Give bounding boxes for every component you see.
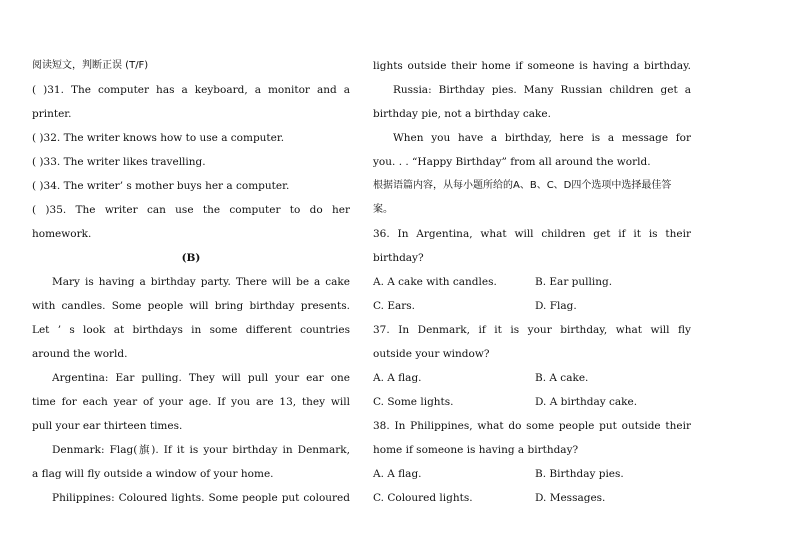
option-37-d: D. A birthday cake. — [535, 396, 638, 408]
passage-line: around the world. — [32, 348, 128, 360]
question-35-line-1: ( )35. The writer can use the computer to do her — [32, 204, 350, 216]
section-instruction-mc-end: 案。 — [373, 204, 393, 215]
passage-line: When you have a birthday, here is a message for — [393, 132, 691, 144]
section-instruction-tf: 阅读短文，判断正误 (T/F) — [32, 60, 149, 71]
option-37-b: B. A cake. — [535, 372, 589, 384]
question-31-line-1: ( )31. The computer has a keyboard, a monitor and a — [32, 84, 350, 96]
option-38-c: C. Coloured lights. — [373, 492, 473, 504]
option-36-c: C. Ears. — [373, 300, 416, 312]
section-instruction-mc: 根据语篇内容，从每小题所给的A、B、C、D四个选项中选择最佳答 — [373, 180, 672, 191]
passage-line: a flag will fly outside a window of your home. — [32, 468, 274, 480]
passage-b-heading: (B) — [181, 252, 201, 264]
passage-line: Let ’ s look at birthdays in some different countries — [32, 324, 350, 336]
passage-line: Philippines: Coloured lights. Some people put coloured — [52, 492, 350, 504]
question-36-line-1: 36. In Argentina, what will children get if it is their — [373, 228, 691, 240]
question-31-line-2: printer. — [32, 108, 72, 120]
passage-line: pull your ear thirteen times. — [32, 420, 183, 432]
option-38-d: D. Messages. — [535, 492, 606, 504]
passage-line: with candles. Some people will bring birthday presents. — [32, 300, 350, 312]
question-36-line-2: birthday? — [373, 252, 424, 264]
option-36-d: D. Flag. — [535, 300, 577, 312]
passage-line: birthday pie, not a birthday cake. — [373, 108, 551, 120]
question-34: ( )34. The writer’ s mother buys her a computer. — [32, 180, 290, 192]
question-38-line-2: home if someone is having a birthday? — [373, 444, 579, 456]
option-36-b: B. Ear pulling. — [535, 276, 613, 288]
passage-line: time for each year of your age. If you are 13, they will — [32, 396, 350, 408]
question-32: ( )32. The writer knows how to use a computer. — [32, 132, 285, 144]
passage-line: Mary is having a birthday party. There will be a cake — [52, 276, 350, 288]
passage-line: lights outside their home if someone is having a birthday. — [373, 60, 691, 72]
question-37-line-2: outside your window? — [373, 348, 490, 360]
option-37-a: A. A flag. — [373, 372, 422, 384]
passage-line: you. . . “Happy Birthday” from all around the world. — [373, 156, 651, 168]
option-36-a: A. A cake with candles. — [373, 276, 497, 288]
passage-line: Russia: Birthday pies. Many Russian children get a — [393, 84, 691, 96]
passage-line: Denmark: Flag(旗). If it is your birthday in Denmark, — [52, 444, 350, 456]
passage-line: Argentina: Ear pulling. They will pull your ear one — [52, 372, 350, 384]
question-33: ( )33. The writer likes travelling. — [32, 156, 206, 168]
question-37-line-1: 37. In Denmark, if it is your birthday, what will fly — [373, 324, 691, 336]
option-38-a: A. A flag. — [373, 468, 422, 480]
option-37-c: C. Some lights. — [373, 396, 454, 408]
question-38-line-1: 38. In Philippines, what do some people put outside their — [373, 420, 691, 432]
option-38-b: B. Birthday pies. — [535, 468, 624, 480]
question-35-line-2: homework. — [32, 228, 92, 240]
